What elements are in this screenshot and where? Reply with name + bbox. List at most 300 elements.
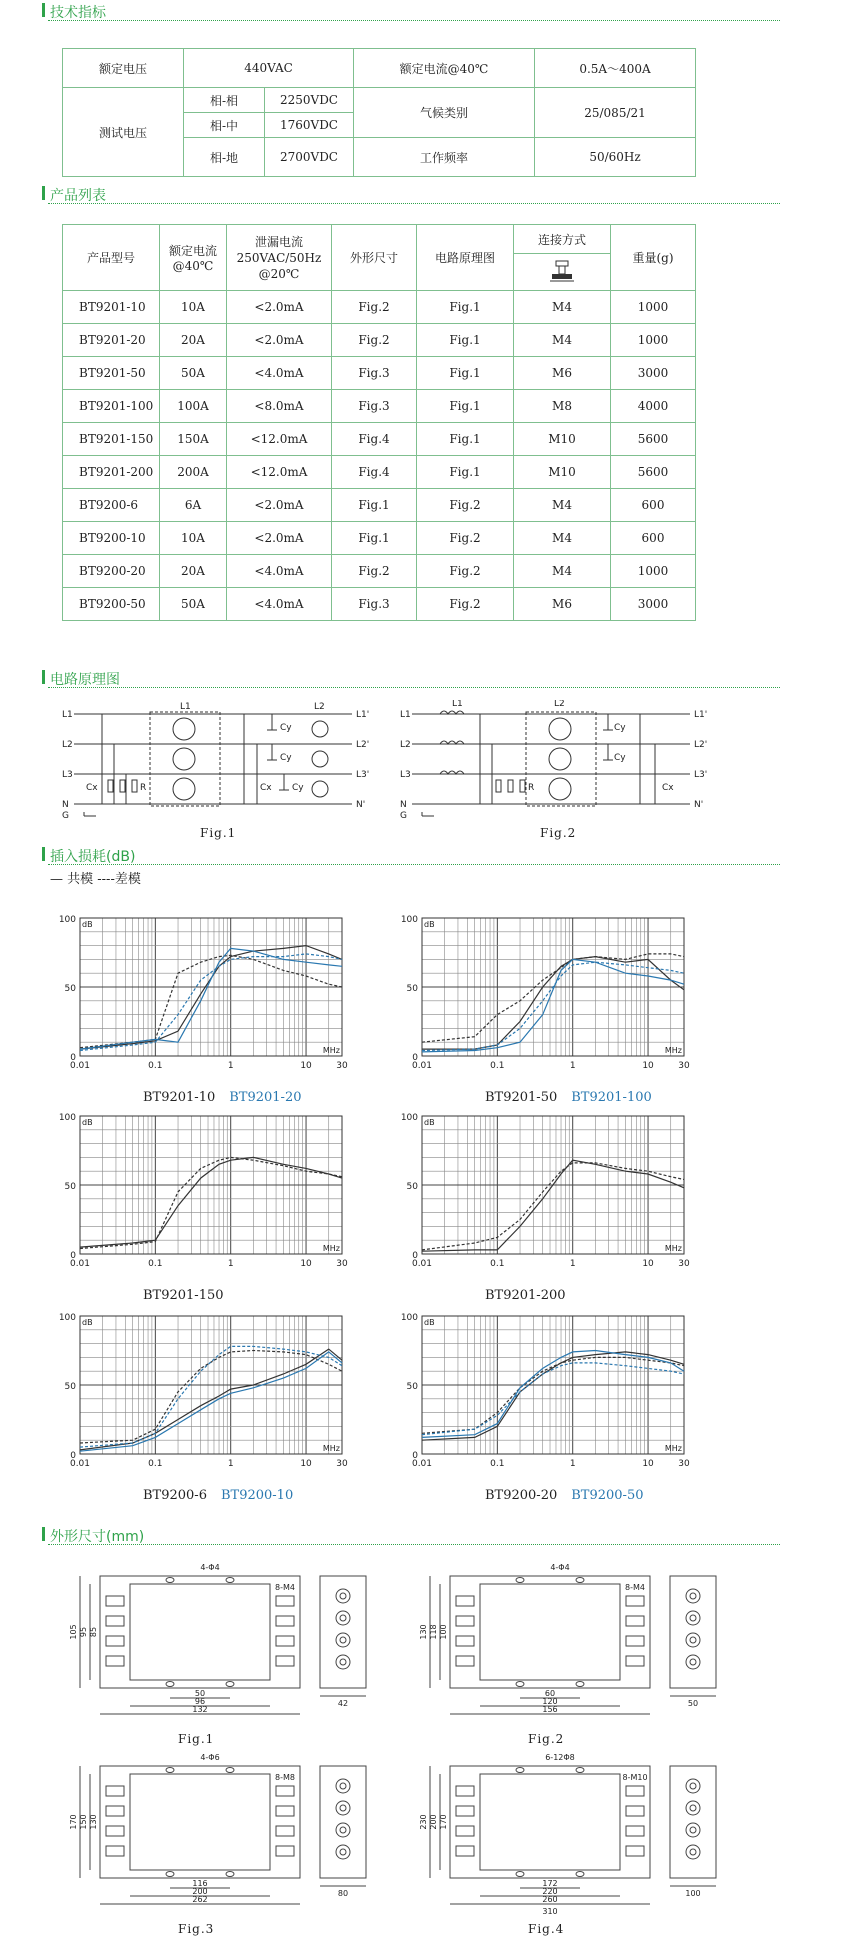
terminal [276,1656,294,1666]
terminal [106,1636,124,1646]
dim-width: 120 [542,1697,558,1706]
y-tick-label: 50 [64,984,76,994]
x-tick-label: 0.1 [490,1459,505,1469]
table-cell: BT9200-10 [63,522,160,555]
table-cell: 3000 [611,357,696,390]
y-tick-label: 50 [406,984,418,994]
x-tick-label: 0.1 [148,1259,163,1269]
dim-depth: 50 [687,1699,699,1708]
mount-hole [576,1682,584,1687]
table-cell: 50A [160,357,227,390]
chart-caption-secondary: BT9200-50 [571,1488,644,1503]
terminal [456,1806,474,1816]
table-cell: 10A [160,522,227,555]
table-cell: <8.0mA [227,390,332,423]
table-cell: Fig.1 [417,357,514,390]
spec-cell: 50/60Hz [535,138,696,177]
terminal-side [686,1823,700,1837]
table-cell: 1000 [611,555,696,588]
product-table [62,224,696,621]
x-tick-label: 0.01 [69,1459,91,1469]
spec-cell: 1760VDC [265,113,354,138]
x-tick-label: 1 [569,1061,576,1071]
terminal-side [340,1615,346,1621]
y-tick-label: 50 [64,1382,76,1392]
terminal [626,1846,644,1856]
table-cell: Fig.1 [332,489,417,522]
dim-height: 150 [79,1814,88,1830]
terminal [276,1826,294,1836]
spec-cell: 0.5A～400A [535,49,696,88]
loss-chart [48,910,368,1086]
table-cell: BT9201-50 [63,357,160,390]
spec-cell: 额定电压 [63,49,184,88]
section-marker [42,1527,45,1541]
x-tick-label: 1 [569,1459,576,1469]
y-tick-label: 100 [400,915,418,925]
x-tick-label: 10 [300,1061,312,1071]
table-cell: 600 [611,522,696,555]
table-cell: Fig.1 [417,291,514,324]
x-axis-label: MHz [664,1244,682,1253]
table-cell: 50A [160,588,227,621]
dim-width: 60 [544,1689,556,1698]
dim-width: 96 [194,1697,206,1706]
spec-table [62,48,696,177]
table-cell: Fig.1 [417,423,514,456]
table-cell: Fig.3 [332,390,417,423]
chart-caption-primary: BT9200-6 [143,1488,207,1503]
terminal [456,1786,474,1796]
circuit-label: L2' [694,740,708,750]
hole-spec: 4-Φ4 [550,1563,570,1572]
dim-height: 85 [89,1626,98,1638]
terminal [106,1596,124,1606]
terminal [276,1596,294,1606]
spec-cell: 相-相 [184,88,265,113]
circuit-fig1-caption: Fig.1 [200,826,237,840]
table-cell: Fig.4 [332,456,417,489]
circuit-label: Cy [614,723,626,733]
table-row [63,390,696,423]
circuit-label: Cy [280,753,292,763]
table-row [63,423,696,456]
table-row [63,555,696,588]
terminal-side [686,1779,700,1793]
terminal [626,1786,644,1796]
circuit-label: Cx [662,783,674,793]
table-cell: Fig.1 [417,324,514,357]
y-tick-label: 0 [70,1251,76,1261]
x-tick-label: 1 [227,1459,234,1469]
terminal-icon [514,254,611,291]
terminal [106,1826,124,1836]
terminal [276,1786,294,1796]
table-row [63,522,696,555]
table-row [63,456,696,489]
dim-width: 156 [542,1705,558,1714]
spec-cell: 2250VDC [265,88,354,113]
circuit-label: L1' [356,710,370,720]
terminal-side [340,1827,346,1833]
section-marker [42,3,45,17]
terminal-side [690,1849,696,1855]
table-cell: 1000 [611,324,696,357]
terminal [626,1656,644,1666]
table-cell: Fig.2 [332,324,417,357]
terminal-side [336,1823,350,1837]
terminal-side [336,1801,350,1815]
section-title-spec: 技术指标 [50,5,106,21]
x-tick-label: 30 [336,1459,348,1469]
table-cell: Fig.2 [332,291,417,324]
loss-chart [48,1108,368,1284]
circuit-label: Cy [280,723,292,733]
y-tick-label: 0 [70,1451,76,1461]
dim-width: 200 [192,1887,208,1896]
y-tick-label: 50 [406,1182,418,1192]
chart-caption-primary: BT9201-150 [143,1288,224,1303]
table-cell: <12.0mA [227,456,332,489]
x-tick-label: 0.1 [490,1259,505,1269]
table-cell: BT9201-100 [63,390,160,423]
terminal [456,1596,474,1606]
terminal [626,1616,644,1626]
chart-caption-primary: BT9201-10 [143,1090,216,1105]
mount-hole [166,1682,174,1687]
y-tick-label: 0 [70,1053,76,1063]
dim-width: 172 [542,1879,558,1888]
circuit-label: R [140,783,147,793]
circuit-label: L1 [452,700,463,709]
table-cell: Fig.3 [332,357,417,390]
table-cell: 150A [160,423,227,456]
table-cell: <2.0mA [227,291,332,324]
dim-width: 50 [194,1689,206,1698]
terminal-side [340,1637,346,1643]
spec-cell: 工作频率 [354,138,535,177]
table-cell: BT9201-20 [63,324,160,357]
table-cell: Fig.2 [417,588,514,621]
y-tick-label: 100 [58,1113,76,1123]
section-divider [48,203,780,204]
circuit-label: L1 [400,710,411,720]
hole-spec: 4-Φ6 [200,1753,220,1762]
col-header-size: 外形尺寸 [332,225,417,291]
terminal-side [690,1659,696,1665]
circuit-label: Cy [614,753,626,763]
col-header-weight: 重量(g) [611,225,696,291]
terminal-side [340,1593,346,1599]
table-cell: M4 [514,291,611,324]
circuit-label: L2' [356,740,370,750]
mount-hole [226,1768,234,1773]
table-cell: Fig.1 [417,456,514,489]
y-axis-label: dB [82,1118,93,1127]
circuit-fig2-caption: Fig.2 [540,826,577,840]
table-cell: M10 [514,456,611,489]
dimension-drawing [410,1750,740,1920]
dimension-drawing [410,1560,740,1730]
table-cell: Fig.1 [332,522,417,555]
mount-hole [226,1872,234,1877]
mount-hole [576,1872,584,1877]
dim-height: 105 [69,1624,78,1640]
mount-hole [516,1768,524,1773]
terminal [456,1826,474,1836]
dim-width: 132 [192,1705,208,1714]
y-axis-label: dB [424,1118,435,1127]
chart-caption-primary: BT9201-200 [485,1288,566,1303]
table-cell: Fig.4 [332,423,417,456]
section-title-dims: 外形尺寸(mm) [50,1529,145,1545]
dim-height: 130 [419,1624,428,1640]
table-cell: Fig.3 [332,588,417,621]
table-cell: Fig.2 [332,555,417,588]
dimension-caption: Fig.1 [178,1732,215,1746]
hole-spec: 4-Φ4 [200,1563,220,1572]
table-cell: Fig.2 [417,522,514,555]
x-tick-label: 30 [678,1061,690,1071]
table-row [63,588,696,621]
terminal [106,1846,124,1856]
dimension-drawing [60,1750,390,1920]
table-cell: M4 [514,489,611,522]
section-marker [42,847,45,861]
terminal [456,1656,474,1666]
x-tick-label: 30 [336,1061,348,1071]
x-tick-label: 10 [642,1259,654,1269]
y-tick-label: 0 [412,1251,418,1261]
section-title-loss: 插入损耗(dB) [50,849,136,865]
terminal-side [686,1655,700,1669]
chart-caption [143,1090,302,1105]
dimension-caption: Fig.2 [528,1732,565,1746]
x-tick-label: 1 [227,1259,234,1269]
spec-cell: 440VAC [184,49,354,88]
x-tick-label: 0.01 [69,1061,91,1071]
terminal-side [690,1805,696,1811]
terminal-side [336,1611,350,1625]
table-cell: BT9200-20 [63,555,160,588]
terminal-side [690,1615,696,1621]
circuit-label: N [400,800,407,810]
spec-cell: 气候类别 [354,88,535,138]
filter-body [480,1584,620,1680]
table-cell: 100A [160,390,227,423]
section-divider [48,1544,780,1545]
table-row [63,489,696,522]
spec-cell: 2700VDC [265,138,354,177]
dim-width: 262 [192,1895,208,1904]
dim-height: 130 [89,1814,98,1830]
dimension-caption: Fig.4 [528,1922,565,1936]
dimension-drawing [60,1560,390,1730]
circuit-label: R [528,783,535,793]
table-cell: Fig.2 [417,555,514,588]
y-tick-label: 100 [400,1113,418,1123]
table-cell: 10A [160,291,227,324]
terminal [626,1596,644,1606]
x-tick-label: 30 [678,1259,690,1269]
dim-height: 170 [69,1814,78,1830]
x-tick-label: 10 [300,1459,312,1469]
mount-hole [516,1682,524,1687]
circuit-label: N' [694,800,704,810]
table-cell: M6 [514,357,611,390]
dim-height: 230 [419,1814,428,1830]
table-cell: BT9200-6 [63,489,160,522]
terminal-side [686,1589,700,1603]
y-axis-label: dB [424,1318,435,1327]
table-cell: 600 [611,489,696,522]
y-tick-label: 50 [406,1382,418,1392]
chart-caption [143,1488,293,1503]
terminal-side [336,1633,350,1647]
table-cell: BT9201-200 [63,456,160,489]
table-cell: Fig.1 [417,390,514,423]
screw-spec: 8-M10 [622,1773,648,1782]
table-row [63,357,696,390]
dim-width: 220 [542,1887,558,1896]
filter-body [480,1774,620,1870]
section-divider [48,864,780,865]
terminal [626,1636,644,1646]
y-tick-label: 100 [400,1313,418,1323]
screw-spec: 8-M4 [625,1583,645,1592]
loss-chart [390,1108,710,1284]
col-header-leak: 泄漏电流 250VAC/50Hz @20℃ [227,225,332,291]
circuit-label: Cx [260,783,272,793]
terminal [276,1616,294,1626]
dim-height: 200 [429,1814,438,1830]
table-cell: <2.0mA [227,522,332,555]
terminal [106,1806,124,1816]
table-cell: BT9201-10 [63,291,160,324]
table-cell: <2.0mA [227,324,332,357]
x-tick-label: 0.1 [148,1459,163,1469]
y-tick-label: 100 [58,915,76,925]
terminal [276,1636,294,1646]
table-cell: M10 [514,423,611,456]
x-tick-label: 10 [642,1459,654,1469]
terminal [106,1656,124,1666]
x-tick-label: 0.1 [490,1061,505,1071]
table-cell: M6 [514,588,611,621]
y-tick-label: 50 [64,1182,76,1192]
table-cell: M4 [514,324,611,357]
mount-hole [226,1578,234,1583]
x-tick-label: 0.01 [411,1061,433,1071]
dim-depth: 80 [337,1889,349,1898]
mount-hole [166,1872,174,1877]
y-axis-label: dB [82,1318,93,1327]
circuit-fig2 [400,700,720,820]
chart-caption [485,1288,566,1303]
x-tick-label: 1 [227,1061,234,1071]
y-axis-label: dB [424,920,435,929]
x-tick-label: 0.01 [69,1259,91,1269]
terminal-side [336,1845,350,1859]
terminal-side [690,1637,696,1643]
col-header-current: 额定电流 @40℃ [160,225,227,291]
table-cell: <4.0mA [227,588,332,621]
chart-caption-secondary: BT9201-20 [229,1090,302,1105]
circuit-label: L2 [314,702,325,712]
table-cell: M8 [514,390,611,423]
chart-caption-primary: BT9201-50 [485,1090,558,1105]
chart-caption-secondary: BT9200-10 [220,1488,294,1503]
circuit-label: G [62,811,69,820]
circuit-label: G [400,811,407,820]
table-cell: 6A [160,489,227,522]
table-cell: 5600 [611,423,696,456]
circuit-label: N [62,800,69,810]
mount-hole [576,1578,584,1583]
terminal [106,1786,124,1796]
terminal [626,1806,644,1816]
table-cell: M4 [514,555,611,588]
hole-spec: 6-12Φ8 [545,1753,575,1762]
dim-depth: 100 [685,1889,701,1898]
table-cell: <4.0mA [227,357,332,390]
x-tick-label: 30 [336,1259,348,1269]
table-cell: 5600 [611,456,696,489]
screw-spec: 8-M8 [275,1773,295,1782]
filter-body [130,1584,270,1680]
loss-legend: — 共模 ----差模 [50,872,141,887]
spec-cell: 相-地 [184,138,265,177]
terminal [456,1636,474,1646]
filter-body [130,1774,270,1870]
x-axis-label: MHz [664,1046,682,1055]
terminal-side [336,1655,350,1669]
circuit-label: L3 [62,770,73,780]
mount-hole [516,1872,524,1877]
terminal [106,1616,124,1626]
dim-height: 170 [439,1814,448,1830]
circuit-label: L1 [180,702,191,712]
x-tick-label: 10 [642,1061,654,1071]
dim-depth: 42 [337,1699,349,1708]
terminal-side [336,1589,350,1603]
dim-height: 118 [429,1624,438,1640]
circuit-label: Cx [86,783,98,793]
table-cell: 20A [160,324,227,357]
mount-hole [166,1578,174,1583]
table-cell: M4 [514,522,611,555]
circuit-label: L1 [62,710,73,720]
x-tick-label: 1 [569,1259,576,1269]
y-tick-label: 100 [58,1313,76,1323]
x-tick-label: 10 [300,1259,312,1269]
chart-caption [485,1488,644,1503]
terminal-side [690,1783,696,1789]
mount-hole [166,1768,174,1773]
terminal [276,1846,294,1856]
circuit-label: L1' [694,710,708,720]
x-axis-label: MHz [322,1046,340,1055]
y-tick-label: 0 [412,1053,418,1063]
col-header-circuit: 电路原理图 [417,225,514,291]
terminal-side [340,1783,346,1789]
circuit-label: L3 [400,770,411,780]
table-cell: 4000 [611,390,696,423]
circuit-label: N' [356,800,366,810]
circuit-fig1 [62,700,382,820]
y-tick-label: 0 [412,1451,418,1461]
table-cell: <4.0mA [227,555,332,588]
